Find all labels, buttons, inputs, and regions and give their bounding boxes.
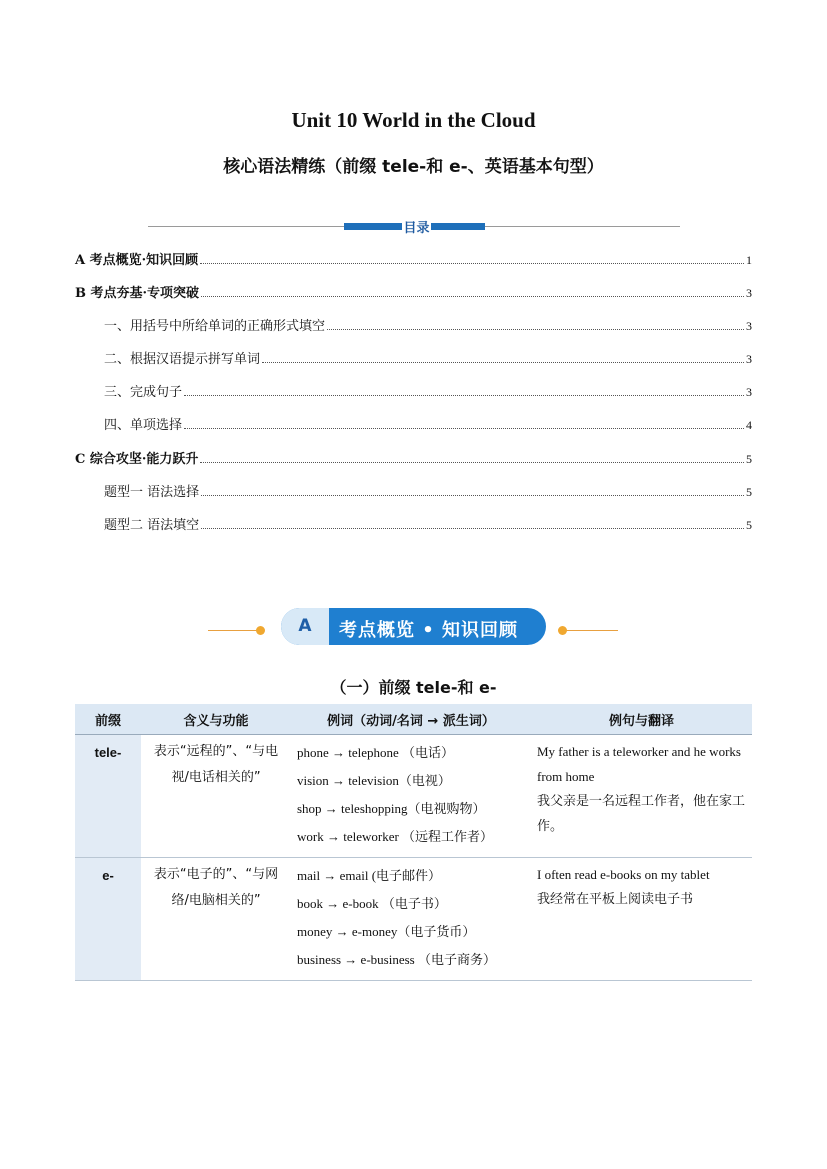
toc-bar-right [431, 223, 485, 230]
toc-leader-dots [184, 428, 744, 429]
toc-leader-dots [201, 296, 744, 297]
table-header-row [75, 704, 752, 735]
toc-entry-label: B 考点夯基·专项突破 [75, 286, 200, 301]
example-word: shop → teleshopping（电视购物） [297, 801, 486, 816]
toc-entry[interactable] [104, 482, 752, 500]
table-row [75, 858, 752, 981]
document-title: Unit 10 World in the Cloud [291, 108, 536, 132]
toc-entry[interactable] [104, 316, 752, 334]
banner-pill [281, 608, 546, 645]
toc-entry-label: C 综合攻坚·能力跃升 [75, 452, 199, 467]
sentence-en: I often read e-books on my tablet [537, 867, 710, 882]
example-word: phone → telephone （电话） [297, 745, 455, 760]
toc-entry[interactable] [75, 449, 752, 467]
toc-entry-page: 3 [746, 319, 752, 333]
prefix-table [75, 704, 752, 981]
banner-line-left [208, 630, 260, 631]
banner-dot-right [558, 626, 567, 635]
sentence-cn: 我父亲是一名远程工作者，他在家工作。 [537, 794, 746, 834]
document-subtitle: 核心语法精练（前缀 tele-和 e-、英语基本句型） [223, 157, 604, 177]
toc-entry-label: 一、用括号中所给单词的正确形式填空 [104, 319, 326, 334]
example-word: vision → television（电视） [297, 773, 451, 788]
toc-entry[interactable] [75, 283, 752, 301]
example-word: mail → email (电子邮件） [297, 868, 442, 883]
table-row [75, 735, 752, 858]
sentence-cn: 我经常在平板上阅读电子书 [537, 892, 694, 907]
sentence-en: My father is a teleworker and he works from home [537, 744, 741, 784]
toc-leader-dots [200, 462, 744, 463]
examples-cell [291, 735, 531, 858]
toc-entry-label: 题型二 语法填空 [104, 518, 200, 533]
toc-entry-page: 5 [746, 485, 752, 499]
section-title: （一）前缀 tele-和 e- [330, 678, 497, 697]
toc-entry[interactable] [104, 415, 752, 433]
toc-entry-label: 四、单项选择 [104, 418, 183, 433]
toc-entry-label: 二、根据汉语提示拼写单词 [104, 352, 261, 367]
toc-entry-page: 5 [746, 518, 752, 532]
toc-entry-page: 1 [746, 253, 752, 267]
header-meaning: 含义与功能 [141, 704, 291, 735]
banner-dot-left [256, 626, 265, 635]
toc-entry[interactable] [104, 515, 752, 533]
toc-entry-label: A 考点概览·知识回顾 [75, 253, 199, 268]
toc-entry-page: 4 [746, 418, 752, 432]
header-prefix: 前缀 [75, 704, 141, 735]
toc-entry-page: 3 [746, 385, 752, 399]
sentence-cell [531, 858, 752, 981]
toc-heading [148, 217, 680, 235]
toc-entry-label: 题型一 语法选择 [104, 485, 200, 500]
example-word: book → e-book （电子书） [297, 896, 447, 911]
toc-leader-dots [184, 395, 744, 396]
sentence-cell [531, 735, 752, 858]
toc-leader-dots [262, 362, 744, 363]
toc-leader-dots [201, 528, 744, 529]
toc-leader-dots [200, 263, 744, 264]
example-word: money → e-money（电子货币） [297, 924, 476, 939]
header-examples: 例词（动词/名词 → 派生词） [291, 704, 531, 735]
toc-leader-dots [201, 495, 744, 496]
meaning-cell: 表示“电子的”、“与网络/电脑相关的” [141, 858, 291, 981]
toc-entry[interactable] [104, 349, 752, 367]
toc-bar-left [344, 223, 402, 230]
toc-entry-page: 3 [746, 352, 752, 366]
prefix-cell: e- [75, 858, 141, 981]
section-banner [208, 607, 618, 647]
prefix-cell: tele- [75, 735, 141, 858]
toc-entry[interactable] [75, 250, 752, 268]
toc-entry-page: 5 [746, 452, 752, 466]
header-sentence: 例句与翻译 [531, 704, 752, 735]
toc-leader-dots [327, 329, 744, 330]
banner-letter: A [298, 616, 312, 636]
example-word: business → e-business （电子商务） [297, 952, 496, 967]
meaning-cell: 表示“远程的”、“与电视/电话相关的” [141, 735, 291, 858]
examples-cell [291, 858, 531, 981]
toc-entry[interactable] [104, 382, 752, 400]
banner-text: 考点概览 • 知识回顾 [339, 620, 519, 641]
example-word: work → teleworker （远程工作者） [297, 829, 494, 844]
banner-line-right [564, 630, 618, 631]
toc-entry-page: 3 [746, 286, 752, 300]
toc-heading-label: 目录 [402, 217, 431, 236]
toc-entry-label: 三、完成句子 [104, 385, 183, 400]
